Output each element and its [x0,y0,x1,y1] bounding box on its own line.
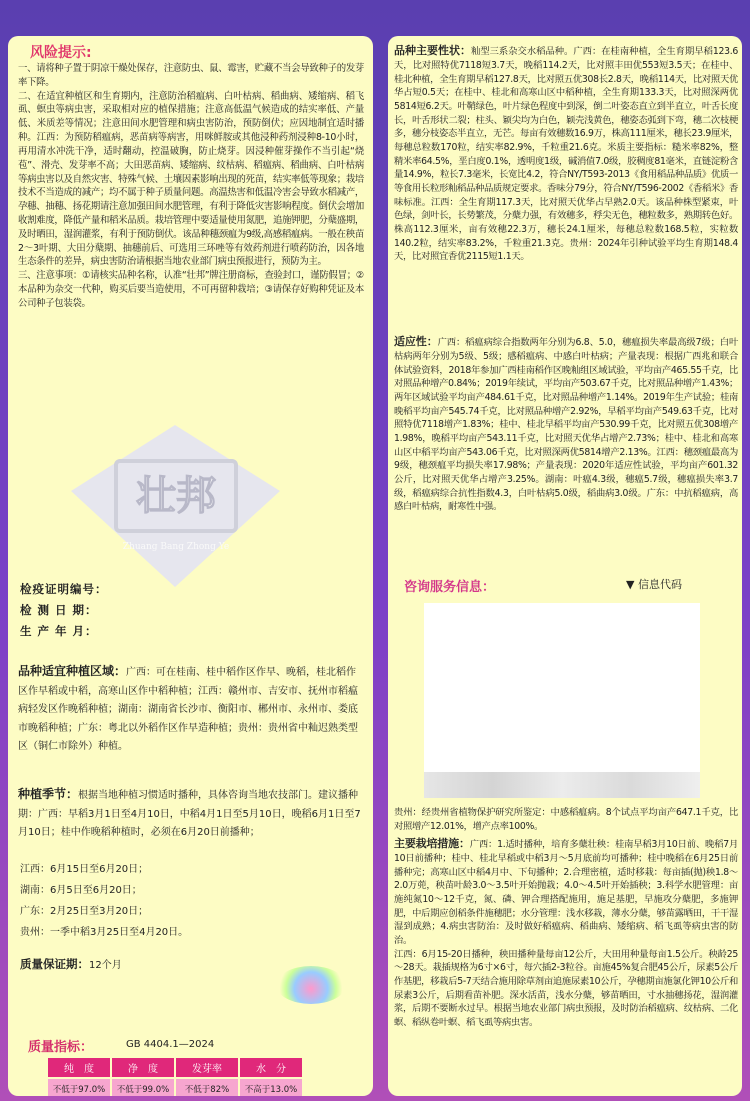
quality-standard: GB 4404.1—2024 [126,1039,215,1050]
test-date-label: 检 测 日 期： [20,603,98,617]
risk-paragraph-1: 一、请将种子置于阴凉干燥处保存，注意防虫、鼠、霉害，贮藏不当会导致种子的发芽率下降。 [18,63,364,88]
region-text: 广西：可在桂南、桂中稻作区作早、晚稻，桂北稻作区作早稻或中稻，高寒山区作中稻种植；江西：赣州市、吉安市、抚州市稻瘟病轻发区作晚稻种植；湖南：湖南省长沙市、衡阳市、郴州市、永州市、娄底市晚稻种植；广东：粤北以外稻作区作早造种植；贵州：贵州省中籼迟熟类型区（铜仁市除外）种植。 [18,667,358,752]
region-title: 品种适宜种植区域： [18,664,127,678]
quality-header-purity: 纯 度 [47,1057,111,1078]
qr-code-area[interactable] [424,603,700,773]
season-text: 根据当地种植习惯适时播种，具体咨询当地农技部门。建议播种期：广西：早稻3月1日至4月10日，中稻4月1日至5月10日，晚稻6月1日至7月10日；桂中作晚稻种植时，必须在6月20日前播种； [18,790,361,838]
quality-header-germination: 发芽率 [175,1057,239,1078]
traits-text: 籼型三系杂交水稻品种。广西：在桂南种植，全生育期早稻123.6天，比对照特优7118短3.7天，晚稻114.2天，比对照丰田优553短3.5天；在桂中、桂北种植，全生育期早稻127.8天，比对照五优308长2.8天，晚稻114天，比对照天优华占短0.5天；在桂中、桂北和高寒山区中稻种植，全生育期133.3天，比对照深两优5814短6.2天。叶鞘绿色，叶片绿色程度中到深，倒二叶姿态直立到半直立，叶舌长度长，叶舌形状二裂；柱头、颖尖均为白色，颖壳浅黄色，穗姿态弧到下弯，穗二次枝梗多，穗分枝姿态半直立，无芒。每亩有效穗数16.9万，株高111厘米，穗长23.9厘米，每穗总粒数170粒，结实率82.9%，千粒重21.6克。米质主要指标：糙米率82%，整精米率64.5%，垩白度0.1%，透明度1级，碱消值7.0级，胶稠度81毫米，直链淀粉含量14.9%，粒长7.3毫米，长宽比4.2，符合NY/T593-2013《食用稻品种品质》优质一等食用长粒形籼稻品种品质规定要求。香味分79分，符合NY/T596-2002《香稻米》香味标准。江西：全生育期117.3天，比对照天优华占早熟2.0天。该品种株型紧束，叶色绿，剑叶长，长势繁茂，分蘖力强，有效穗多，稃尖无色，穗粒数多，熟期转色好。株高112.3厘米，亩有效穗22.3万，穗长24.1厘米，每穗总粒数168.5粒，实粒数140.2粒，结实率83.2%，千粒重21.3克。贵州：2024年引种试验平均生育期148.4天，比对照宜香优2115短1.1天。 [394,46,738,263]
season-row-hunan: 湖南：6月5日至6月20日； [20,885,142,896]
traits-title: 品种主要性状： [394,44,472,57]
quality-header-moisture: 水 分 [239,1057,303,1078]
logo-pinyin-text: Zhuang Bang Zhong Ye [122,542,230,552]
consult-title: 咨询服务信息： [404,580,496,595]
production-date-label: 生 产 年 月： [20,624,98,638]
decorative-rainbow [276,966,346,1004]
cultivation-text: 广西：1.适时播种，培育多蘖壮秧：桂南早稻3月10日前、晚稻7月10日前播种；桂中、桂北早稻或中稻3月～5月底前均可播种；桂中晚稻在6月25日前播种完；高寒山区中稻4月中、下旬播种；2.合理密植，适时移栽：每亩插(抛)秧1.8～2.0万蔸，秧苗叶龄3.0～3.5叶开始抛栽；4.0～4.5叶开始插秧；3.科学水肥管理：亩施纯氮10～12千克，氮、磷、钾合理搭配施用，施足基肥，早施攻分蘖肥，多施钾肥，中后期应创稻条件施穗肥；水分管理：浅水移栽，薄水分蘖，够苗露晒田，干干湿湿到成熟；4.病虫害防治：及时做好稻瘟病、稻曲病、矮缩病、稻飞虱等病虫害的防治。 [394,839,738,947]
logo-brand-text: 壮邦 [136,473,216,519]
season-row-guangdong: 广东：2月25日至3月20日； [20,906,149,917]
traits-section [394,43,738,264]
guizhou-text: 贵州：经贵州省植物保护研究所鉴定：中感稻瘟病。8个试点平均亩产647.1千克，比对照增产12.01%，增产点率100%。 [394,807,738,832]
guizhou-section [394,806,738,833]
risk-paragraph-3: 三、注意事项：①请核实品种名称，认准“壮邦”牌注册商标，查验封口，谨防假冒；②本品种为杂交一代种，购买后要当造使用，不可再留种栽培；③请保存好购种凭证及本公司种子包装袋。 [18,270,364,309]
quality-value-purity: 不低于97.0% [47,1078,111,1096]
quality-table [46,1056,304,1096]
season-title: 种植季节： [18,787,79,801]
jiangxi-cultivation-text: 江西：6月15-20日播种，秧田播种量每亩12公斤，大田用种量每亩1.5公斤。秧龄25～28天。栽插规格为6寸×6寸，每穴插2-3粒谷。亩施45%复合肥45公斤，尿素5公斤作基肥，移栽后5-7天结合施用除草剂亩追施尿素10公斤，孕穗期亩施氯化钾10公斤和尿素3公斤，后期看苗补肥。深水活苗，浅水分蘖，够苗晒田，寸水抽穗扬花，湿润灌浆，后期不要断水过早。根据当地农业部门病虫预报，及时防治稻瘟病、纹枯病、二化螟、稻纵卷叶螟、稻飞虱等病虫害。 [394,948,738,1029]
cultivation-section [394,836,738,1030]
risk-title: 风险提示: [30,45,92,61]
season-row-jiangxi: 江西：6月15日至6月20日； [20,864,149,875]
risk-text [18,62,364,311]
cultivation-title: 主要栽培措施： [394,837,470,850]
quarantine-cert-label: 检疫证明编号： [20,582,108,596]
blurred-code [424,772,700,798]
trace-code-label: ▼ 信息代码 [626,578,682,591]
season-row-guizhou: 贵州：一季中稻3月25日至4月20日。 [20,927,189,938]
quality-value-germination: 不低于82% [175,1078,239,1096]
quality-header-cleanliness: 净 度 [111,1057,175,1078]
risk-paragraph-2: 二、在适宜种植区和生育期内，注意防治稻瘟病、白叶枯病、稻曲病、矮缩病、稻飞虱、螟虫等病虫害，采取相对应的植保措施；注意高低温气候造成的结实率低、产量低、米质差等情况；注意田间水肥管理和病虫害防治，预防倒伏；应因地制宜适时播种。江西：为预防稻瘟病，恶苗病等病害，用咪鲜胺或其他浸种药剂浸种8-10小时，再用清水冲洗干净，适时翻动，控温破胸，防止烧芽。因浸种催芽操作不当引起“烧苞”、滑壳、发芽率不高；大田恶苗病、矮缩病、纹枯病、稻瘟病、稻曲病、白叶枯病等病虫害以及自然灾害、特殊气候、土壤因素影响出现的死苗，结实率低等现象；栽培技术不当造成的减产；均不属于种子质量问题。高温热害和低温冷害会导致水稻减产，孕穗、抽穗、扬花期请注意加强田间水肥管理，有利于降低灾害影响程度。倒伏会增加收割难度，降低产量和稻米品质。栽培管理中要适量使用氮肥，追施钾肥，分蘖盛期，及时晒田，湿润灌浆，有利于预防倒伏。该品种穗颈瘟为9级,高感稻瘟病。一般在秧苗2～3叶期、大田分蘖期、抽穗前后、可选用三环唑等有效药剂进行喷药防治，因各地生态条件的差异，病虫害防治请根据当地农业部门病虫预报进行，预防为主。 [18,90,364,268]
left-panel [8,36,373,1096]
quality-value-cleanliness: 不低于99.0% [111,1078,175,1096]
quality-title: 质量指标： [28,1040,94,1055]
zhuangbang-logo [68,421,283,591]
quality-value-moisture: 不高于13.0% [239,1078,303,1096]
adaptability-title: 适应性： [394,335,438,348]
warranty-title: 质量保证期： [20,957,89,971]
adaptability-section [394,334,738,514]
season-section [18,783,364,843]
right-panel [388,36,742,1096]
adaptability-text: 广西：稻瘟病综合指数两年分别为6.8、5.0，穗瘟损失率最高级7级；白叶枯病两年分别为5级、5级；感稻瘟病、中感白叶枯病；产量表现：根据广西兆和联合体试验资料，2018年参加广西桂南稻作区晚籼组区域试验，平均亩产465.55千克，比对照品种增产0.84%；2019年续试，平均亩产503.67千克，比对照品种增产1.43%；两年区域试验平均亩产484.61千克，比对照品种增产1.14%。2019年生产试验；桂南晚稻平均亩产545.74千克，比对照品种增产2.92%，早稻平均亩产549.63千克，比对照特优7118增产1.83%；桂中、桂北早稻平均亩产530.99千克，比对照五优308增产1.98%，晚稻平均亩产543.11千克，比对照天优华占增产2.73%；桂中、桂北和高寒山区中稻平均亩产543.06千克，比对照深两优5814增产2.13%。江西：穗颈瘟最高为9级，穗颈瘟平均损失率17.98%；产量表现：2020年适应性试验，平均亩产601.32公斤，比对照天优华占增产3.25%。湖南：叶瘟4.3级，穗瘟5.7级，穗瘟损失率3.7级，稻瘟病综合抗性指数4.3，白叶枯病5.0级，稻曲病3.0级。广东：中抗稻瘟病，高感白叶枯病，耐寒性中强。 [394,337,738,513]
warranty [20,956,122,972]
region-section [18,660,364,757]
warranty-value: 12个月 [89,960,122,971]
